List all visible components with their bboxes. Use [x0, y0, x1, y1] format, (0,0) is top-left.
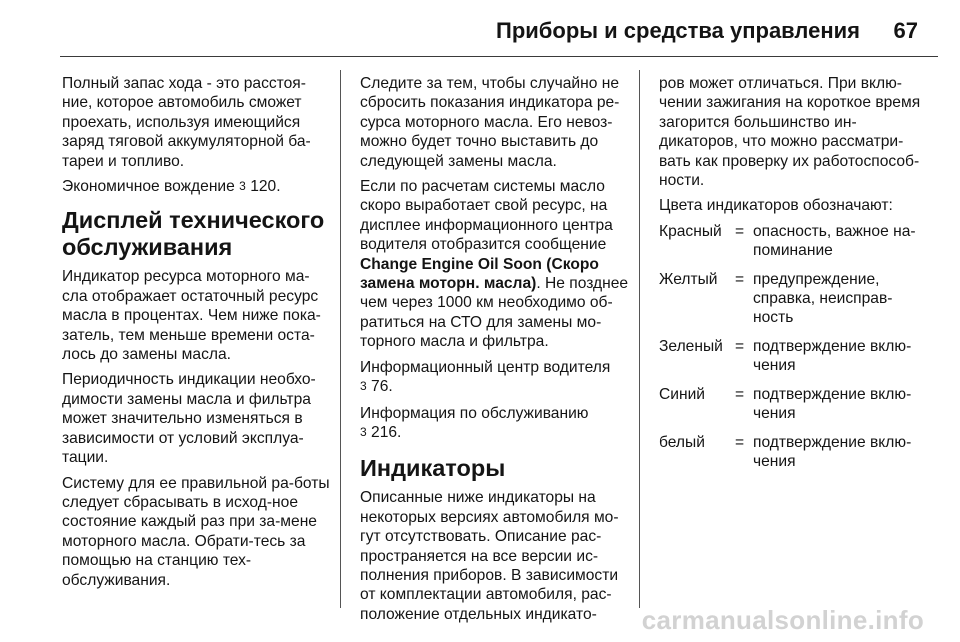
color-eq: =: [735, 222, 745, 240]
page-number: 67: [893, 18, 918, 43]
page-ref-icon: 3: [360, 424, 367, 439]
color-legend: [659, 222, 929, 471]
color-row: [659, 337, 929, 376]
header-rule: [60, 56, 938, 57]
column-divider: [639, 70, 640, 608]
page-ref-icon: 3: [239, 179, 246, 194]
paragraph-indicators-intro: Описанные ниже индикаторы на некоторых версиях автомобиля мо-гут отсутствовать. Описание рас-пространяется на все версии ис-полнения приборов. В зависимости от комплектации автомобиля, рас-положение отдельных индикато-: [360, 489, 619, 623]
section-heading-service-display: Дисплей технического обслуживания: [62, 207, 325, 261]
color-row: [659, 270, 929, 328]
color-row: [659, 385, 929, 424]
watermark: carmanualsonline.info: [641, 605, 924, 635]
paragraph-periodicity: Периодичность индикации необхо-димости замены масла и фильтра может значительно изменяться в зависимости от условий эксплуа-тации.: [62, 371, 316, 467]
paragraph-ignition: ров может отличаться. При вклю-чении зажигания на короткое время загорится большинство ин-дикаторов, что можно рассматри-вать как проверку их работоспособ-ности.: [659, 75, 921, 190]
column-1: [62, 74, 330, 596]
paragraph-dic-ref: [360, 358, 630, 398]
ref-page-link[interactable]: 120.: [250, 178, 281, 196]
paragraph-colors-intro: Цвета индикаторов обозначают:: [659, 197, 893, 215]
paragraph-service-ref: [360, 404, 630, 444]
ref-page-link[interactable]: 76.: [371, 378, 393, 396]
color-desc: подтверждение вклю-чения: [753, 433, 912, 470]
message-bold: Change Engine Oil Soon (Скоро замена моторн. масла): [360, 255, 599, 293]
color-eq: =: [735, 433, 745, 451]
color-eq: =: [735, 270, 745, 288]
message-pre: Если по расчетам системы масло скоро выработает свой ресурс, на дисплее информационного центра водителя отобразится сообщение: [360, 178, 613, 254]
color-desc: подтверждение вклю-чения: [753, 337, 912, 375]
color-eq: =: [735, 385, 745, 403]
color-name: Красный: [659, 222, 722, 240]
page-header-title: Приборы и средства управления: [496, 18, 860, 43]
column-3: [659, 74, 929, 480]
color-name: Зеленый: [659, 337, 723, 355]
column-2: [360, 74, 630, 630]
page-ref-icon: 3: [360, 379, 367, 394]
color-name: Желтый: [659, 270, 718, 288]
color-eq: =: [735, 337, 745, 355]
section-heading-indicators: Индикаторы: [360, 455, 506, 482]
color-row: [659, 222, 929, 261]
color-name: белый: [659, 433, 705, 451]
color-name: Синий: [659, 385, 706, 403]
ref-text: Экономичное вождение: [62, 178, 235, 196]
ref-page-link[interactable]: 216.: [371, 423, 402, 441]
message-post: . Не позднее чем через 1000 км необходимо об-ратиться на СТО для замены мо-торного масла и фильтра.: [360, 275, 629, 351]
color-row: [659, 433, 929, 472]
ref-text: Информация по обслуживанию: [360, 404, 589, 422]
paragraph-caution: Следите за тем, чтобы случайно не сбросить показания индикатора ре-сурса моторного масла. Его невоз-можно будет точно выставить до следующей замены масла.: [360, 75, 620, 170]
column-divider: [340, 70, 341, 608]
paragraph-oil-indicator: Индикатор ресурса моторного ма-сла отображает остаточный ресурс масла в процентах. Чем ниже пока-затель, тем меньше времени оста-лось до замены масла.: [62, 268, 321, 364]
ref-text: Информационный центр водителя: [360, 358, 611, 376]
color-desc: предупреждение, справка, неисправ-ность: [753, 270, 893, 327]
paragraph-reset: Систему для ее правильной ра-боты следует сбрасывать в исход-ное состояние каждый раз при за-мене моторного масла. Обрати-тесь за помощью на станцию тех-обслуживания.: [62, 474, 330, 589]
paragraph-range: Полный запас хода - это расстоя-ние, которое автомобиль сможет проехать, используя имеющийся заряд тяговой аккумуляторной ба-тареи и топливо.: [62, 75, 311, 170]
paragraph-economy-ref: [62, 177, 330, 197]
paragraph-message: [360, 177, 630, 352]
color-desc: опасность, важное на-поминание: [753, 222, 916, 260]
color-desc: подтверждение вклю-чения: [753, 385, 912, 423]
